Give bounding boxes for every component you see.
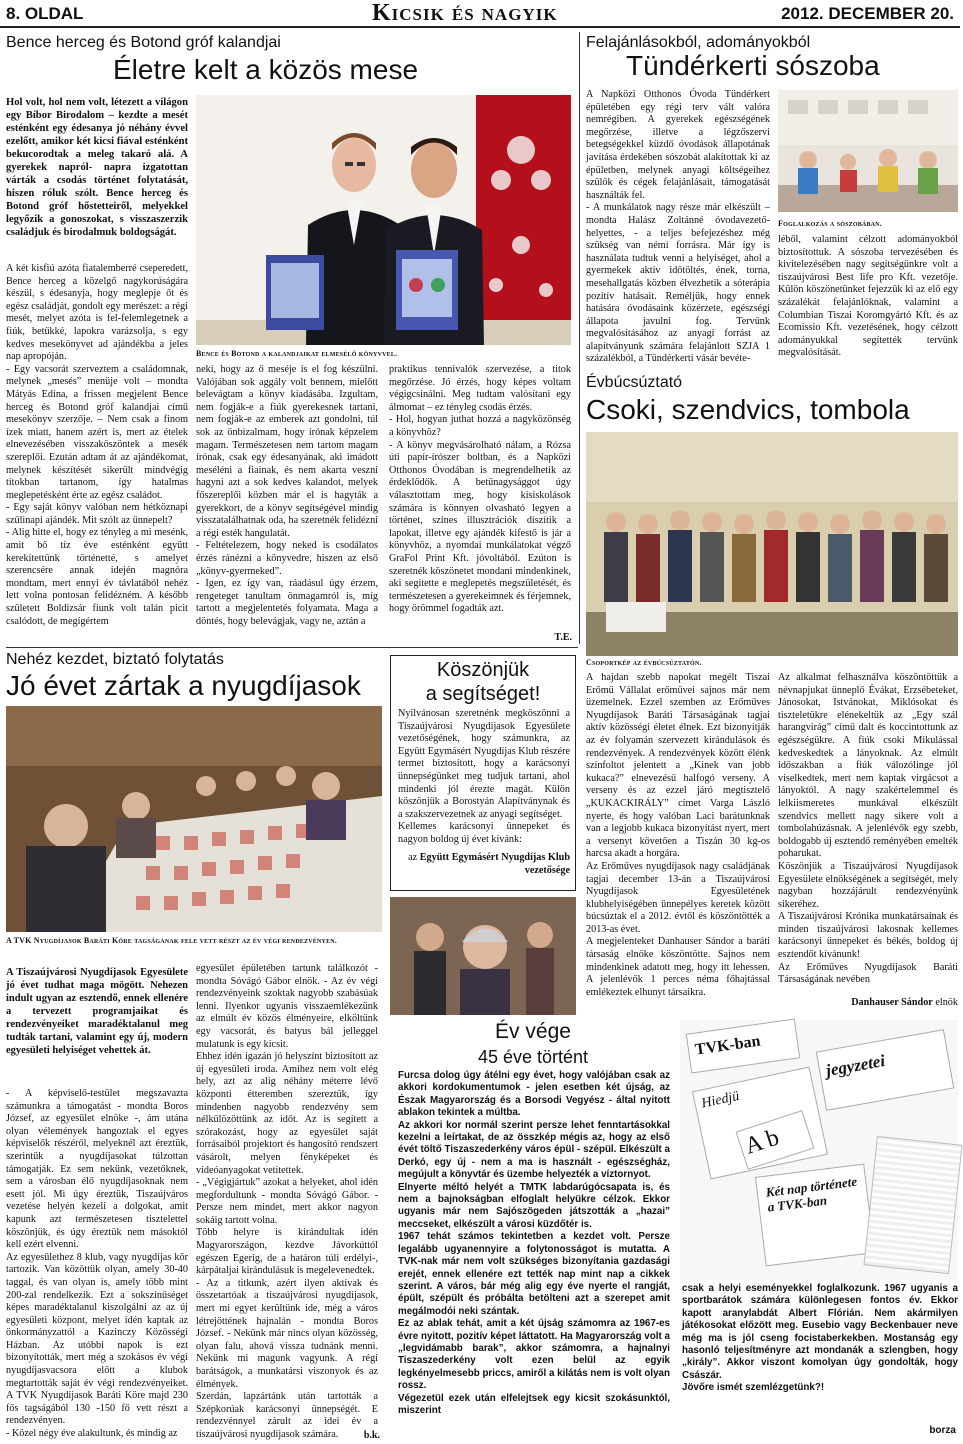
article6-column-2: csak a helyi eseményekkel foglalkozunk. 1967 ugyanis a sportbarátok számára különlegesen fontos év. Ekkor kapott aranylabdát Albert Flórián. Nem akármilyen játékosokat előzött meg. Eusebio vagy Beckenbauer neve még ma is jól cseng focistaberkekben. Mostanság egy hasonló teljesítményre azt mondanák a szlengben, hogy „király”. Akkor viszont komolyan úgy gondolták, hogy Császár. Jövőre ismét szemlézgetünk?! [682, 1283, 958, 1394]
masthead [0, 0, 960, 28]
article1-kicker: Bence herceg és Botond gróf kalandjai [6, 34, 281, 51]
article1-signature: T.E. [554, 632, 572, 643]
article4-photo-caption: A TVK Nyugdíjasok Baráti Köre tagságának fele vett részt az év végi rendezvényen. [6, 936, 337, 945]
issue-date: 2012. DECEMBER 20. [781, 4, 954, 23]
thanks-box [390, 655, 576, 891]
article5-signature [398, 852, 570, 877]
article2-col1-text: A Napközi Otthonos Óvoda Tündérkert épületében egy régi terv vált valóra nemrégiben. A gyerekek egészségének megőrzése, illetve a légzőszervi betegségekkel küzdő óvodások állapotának javítása érdekében sószobát alakítottak ki az épületben, melynek anyagi költségeihez szülők és cégek felajánlásait, támogatását használták fel. - A munkálatok nagy része már elkészült – mondta Halász Zoltánné óvodavezető-helyettes, - a teljes befejezéshez még szükség van némi forrásra. Már így is használata tudtuk venni a helyiséget, ahol a gyermekek aktív időtöltés, ének, torna, mesehallgatás közben élvezhetik a sóterápia pozitív hatásait. Reméljük, hogy ennek hatására óvodásaink közérzete, egészségi állapota javulni fog. Tervünk megvalósításához az anyagi forrást az alapítványunk számára felajánlott SZJA 1 százalékból, a Tündérkerti vásár bevéte- [586, 89, 770, 365]
article3-photo-caption: Csoportkép az évbúcsúztatón. [586, 658, 702, 667]
article1-column-1 [6, 263, 188, 648]
elderly-woman-photo [390, 897, 576, 1015]
article2-title: Tündérkerti sószoba [626, 50, 880, 81]
article5-signature-name: Együtt Egymásért Nyugdíjas Klub vezetősége [419, 852, 570, 876]
article3-kicker: Évbúcsúztató [586, 374, 683, 391]
article3-col2-text: Az alkalmat felhasználva köszöntöttük a névnapjukat ünneplő Évákat, Erzsébeteket, Jánosokat, Istvánokat, Miklósokat és tiszteletükre elénekeltük az „Egy szál harangvirág” című dalt és koccintottunk az egészségükre. A fiúk csoki Mikulással kedveskedtek a lányoknak. Az elmúlt időszakban a fiúk válozólinge jól viselkedtek, mert nem kaptak virgácsot a lányoktól. A nagy szakértelemmel és lelkiismeretes munkával elkészült szendvics mellett nagy sikere volt a tombolahúzásnak. A jelenlévők egy szebb, boldogabb új esztendő reményében emelték poharukat. Köszönjük a Tiszaújvárosi Nyugdíjasok Egyesülete elnökségének a segítségét, mely nagyban hozzájárult rendezvényünk sikeréhez. A Tiszaújvárosi Krónika munkatársainak és minden tiszaújvárosi lakosnak kellemes karácsonyi ünnepeket és békés, boldog új esztendőt kívánunk! Az Erőműves Nyugdíjasok Baráti Társaságának nevében [778, 672, 958, 986]
article4-col2-text: egyesület épületében tartunk találkozót - mondta Sóvágó Gábor elnök. - Az év végi rendezvényeink szoktak nagyobb szabásúak lenni. Ilyenkor ugyanis visszaemlékezünk az elmúlt év közös élményeire, elköltünk egy vacsorát, és batyus bál jelleggel mulatunk is egy kicsit. Ehhez idén igazán jó helyszínt biztosított az új egyesületi iroda. Amihez nem volt elég hely, azt az alig néhány méterre lévő központi étteremben szereztük, így mindenben nagyobb rendezvény sem nélkülözöttünk az időt. Az is segített a szórakozást, hogy az egyesület saját forrásaiból projektort és hangosító rendszert vásárolt, melyen fényképeket és videóanyagokat vetítettek. - „Végigjártuk” azokat a helyeket, ahol idén megfordultunk - mondta Sóvágó Gábor. - Persze nem mindet, mert akkor nagyon sokáig tartott volna. Több helyre is kirándultak idén Magyarországon, kezdve Jávorkúttól egészen Egerig, de a határon túli erdélyi-, kárpátaljai kirándulásuk is megelevenedtek. - Az a titkunk, azért ilyen aktívak és összetartóak a tiszaújvárosi nyugdíjasok, mert mi egyet kerültünk ide, még a város létrejöttének hajnalán - mondta Boros József. - Nekünk már nincs olyan közösség, olyan falu, ahová vissza tudnánk menni. Nekünk mi magunk vagyunk. A régi barátságok, a munkatársi viszonyok és az élmények. Szerdán, lapzártánk után tartották a Szépkorúak karácsonyi ünnepségét. E rendezvénnyel zárult az idei év a tiszaújvárosi nyugdíjasok számára. [196, 963, 378, 1440]
group-photo [586, 432, 958, 656]
article1-title: Életre kelt a közös mese [113, 54, 419, 85]
clip-1 [686, 1019, 800, 1074]
article4-column-1 [6, 1088, 188, 1440]
article1-lead: Hol volt, hol nem volt, létezett a világon egy Bíbor Birodalom – kezdte a mesét esténként egy édesanya jó néhány évvel ezelőtt, amikor két kicsi fiával esténként bekucorodtak a meleg takaró alá. A gyerekek napról- napra izgatottan várták a csodás történet folytatását, hiszen róluk szólt. Bence herceg és Botond gróf hőstetteiről, melyekkel legyőzik a gonoszokat, s visszaszerzik családjuk és birodalmuk boldogságát. [6, 97, 188, 238]
article6-body: Furcsa dolog úgy átélni egy évet, hogy valójában csak az akkori kordokumentumok - jelen esetben két újság, az Észak Magyarország és a Borsodi Vegyész - által nyitott ablakon tekintek a múltba. Az akkori kor normál szerint persze lehet fenntartásokkal kezelni a leírtakat, de az összkép mégis az, hogy az első évét töltő Tiszaszederkény város épül - szépül. Elkészült a Derkó, egy új - nem a ma is használt - egészségház, megújult a könyvtár és üzembe helyezték a víztornyot. Elnyerte méltó helyét a TMTK labdarúgócsapata is, és nem a bajnokságban elfoglalt helyükre célzok. Ekkor ugyanis már nem Sajószögeden játszották a „hazai” meccseket, elkészült a városi küzdőtér is. 1967 tehát számos tekintetben a kezdet volt. Persze legalább ugyanennyire a folytonosságot is mutatta. A TVK-nak már nem volt szükséges bizonyítania gazdasági erejét, ennek ellenére ezt tették nap mint nap a cikkek szerint. A város, bár még alig egy éve nyerte el rangját, épült, szépült és próbálta betölteni azt a szerepet amit megálmodói neki szántak. Ez az ablak tehát, amit a két újság számomra az 1967-es évre nyitott, pozitív képet láttatott. Ha Magyarország volt a „legvidámabb barak”, akkor számomra, a hajnalnyi Tiszaszederkény volt ezen belül az egyik legkényelmesebb priccs, amiről a kilátás nem is volt olyan rossz. Végezetül ezek után elfelejtsek egy kicsit szokásunktól, miszerint [398, 1070, 670, 1416]
article6-title: Év vége [495, 1020, 571, 1043]
page-number: 8. OLDAL [6, 4, 84, 23]
article3-signature-name: Danhauser Sándor [851, 997, 933, 1008]
article3-column-1 [586, 672, 770, 1010]
article2-kicker: Felajánlásokból, adományokból [586, 34, 811, 51]
clip-6 [863, 1136, 962, 1274]
article1-column-3 [389, 364, 571, 636]
article3-signature-role: elnök [935, 997, 958, 1008]
article1-column-2 [196, 364, 378, 646]
article3-signature [778, 997, 958, 1008]
article5-body-text: Nyilvánosan szeretnénk megköszönni a Tiszaújvárosi Nyugdíjasok Egyesülete vezetőségének, hogy számunkra, az Együtt Egymásért Nyugdíjas Klub részére termet biztosított, hogy a karácsonyi ünnepségünket meg tudjuk tartani, ahol mindenki jól érezte magát. Külön köszönjük a Borostyán Alapítványnak és a szakszervezetnek az anyagi segítséget. Kellemes karácsonyi ünnepeket és nagyon boldog új évet kívánk: [398, 708, 571, 845]
clip-4 [755, 1164, 875, 1267]
column-divider [579, 32, 580, 644]
clip-1-text: TVK-ban [693, 1032, 762, 1059]
section-title: Kicsik és nagyik [372, 0, 558, 26]
article6-subtitle: 45 éve történt [477, 1047, 589, 1067]
article4-kicker: Nehéz kezdet, biztató folytatás [6, 651, 224, 668]
article3-col1-text: A hajdan szebb napokat megélt Tiszai Erőmű Vállalat erőművei sajnos már nem üzemelnek. Ezzel szemben az Erőműves Nyugdíjasok Baráti Társaságának tagjai aktív közösségi életet élnek. Ezt bizonyítják az év folyamán szervezett kirándulások és rendezvények. A rendezvények között élénk színfoltot jelentett a „Kinek van jobb kukaca?” elnevezésű halfogó verseny. A verseny és az ezzel járó megtisztelő „KUKACKIRÁLY” címet Varga László nyerte, és hogy valóban Laci barátunknak van a legjobb kukaca bizonyítást nyert, mert a versenyt követően a Tiszán 30 kg-os harcsa akadt a horgára. Az Erőműves nyugdíjasok nagy családjának tagjai december 13-án a Tiszaújvárosi Nyugdíjasok Egyesületének klubhelyiségében ünnepélyes keretek között búcsúztak el a 2012. évtől és köszöntötték a 2013-as évet. A megjelenteket Danhauser Sándor a baráti társaság elnöke köszöntötte. Sajnos nem mindenkinek adatott meg, hogy itt lehessen. A jelenlévők 1 perces néma főhajtással emlékeztek elhunyt társaikra. [586, 672, 770, 998]
salt-room-photo [778, 90, 958, 212]
clip-2-text: Hiedjü [700, 1088, 741, 1112]
article4-title: Jó évet zártak a nyugdíjasok [6, 670, 361, 701]
newspaper-clippings-collage [680, 1020, 958, 1280]
article1-col1-text: A két kisfiú azóta fiatalemberré cseperedett, Bence herceg a közelgő nagykorúságára készül, s édesanyja, hogy meglepje őt és egész családját, gondolt egy merészet: a régi mesét, melyet azóta is fel-felemlegetnek a fiúk, betűkké, lapokra varázsolja, s egy kedves mesekönyvet ad ajándékba a jeles nap apropóján. - Egy vacsorát szerveztem a családomnak, melynek „mesés” menüje volt – mondta Mátyás Edina, a frissen megjelent Bence herceg és Botond gróf kalandjai című mesekönyv szerzője. – Nem csak a finom ízek miatt, hanem azért is, mert az ételek elnevezésében visszaköszöntek a mesék szereplői. Ezután adtam át az ajándékomat, melynek készítését sikerült mindvégig titokban tartanom, így hatalmas meglepetésként érte az egész családot. - Egy saját könyv valóban nem hétköznapi szülinapi ajándék. Mit szólt az ünnepelt? - Alig hitte el, hogy ez tényleg a mi mesénk, amit bő tíz éve esténként együtt kerekítettünk történetté, s amelyet szerencsére annak idején magnóra mondtam, mert ennyi év távlatából nehéz lett volna pontosan felidézném. A később született Boldizsár fiunk volt talán picit csalódott, de megígértem [6, 263, 188, 627]
article2-column-1 [586, 89, 770, 374]
article1-col2-text: neki, hogy az ő meséje is el fog készülni. Valójában sok aggály volt bennem, mielőtt belevágtam a könyv kiadásába. Izgultam, nem fogják-e a fiúk gyerekesnek tartani, nem fogják-e az emberek azt gondolni, túl sok az önbizalmam, hogy írónak képzelem magam. Természetesen nem tartom magam írónak, csak egy édesanyának, aki imádott meséléni a fiainak, és nem akarta veszni hagyni azt a sok kedves kalandot, melyek főszereplői közben már el is hagyták a gyerekkort, de a könyv segítségével mindig visszatalálhatnak oda, ha szeretnék felidézni a régi esték hangulatát. - Feltételezem, hogy neked is csodálatos érzés ránézni a könyvedre, hiszen az első „könyv-gyermeked”. - Igen, ez így van, ráadásul úgy érzem, rengeteget tanultam önmagamról is, míg tartott a megjelentetés folyamata. Maga a döntés, hogy belevágjak, vagy ne, aztán a [196, 364, 378, 627]
clip-4-text: Két nap története a TVK-ban [764, 1173, 858, 1215]
boys-book-photo [196, 95, 571, 345]
clip-3-text: jegyzetei [824, 1051, 887, 1081]
article5-body [398, 708, 570, 848]
article3-title: Csoki, szendvics, tombola [586, 394, 910, 425]
article4-signature: b.k. [363, 1430, 380, 1441]
article2-col2-text: léből, valamint célzott adományokból biztosítottuk. A sószoba tervezésében és kivitelezésében nagy segítségünkre volt a tiszaújvárosi Best life pro Kft. vezetője. Külön köszönetünket fejezzük ki az elő egy százalékát felajánlóknak, valamint a Columbian Tiszai Koromgyártó Kft. és az Ecomissio Kft. vezetésének, hogy célzott adományukkal segítették tervünk megvalósítását. [778, 234, 958, 359]
pensioners-dinner-photo [6, 706, 382, 932]
clip-5-text: A b [741, 1124, 783, 1160]
article2-photo-caption: Foglalkozás a sószobában. [778, 219, 882, 228]
clip-3 [816, 1029, 954, 1111]
article4-col1-text: - A képviselő-testület megszavazta számunkra a támogatást - mondta Boros József, az egyesület elnöke -, ám utána olyan vélemények hangoztak el egyes képviselők részéről, melyeknél azt éreztük, szerintük a nyugdíjasokat túlzottan támogatják. Ez sem nekünk, vezetőknek, sem a városban élő nyugdíjasoknak nem esett jól. Mi úgy éreztük, Tiszaújváros vezetése helyén kezeli a dolgokat, amit kapunk azt természetesen tisztelettel köszönjük, és úgy éreztük nem másoktól kell ezért elvenni. Az egyesülethez 8 klub, vagy nyugdíjas kör tartozik. Van közöttük olyan, amely 30-40 taggal, és van olyan is, amely több mint 200-zal rendelkezik. Ezt a sokszínűséget képes maradéktalanul kiszolgálni az az új egyesületi központ, melyet idén kaptak az önkormányzattól a Kazinczy Közösségi Házban. Az utóbbi napok is ezt bizonyították, mert még a szokásos év végi nyugdíjasvacsora előtt a klubok megtartották saját év végi rendezvényeiket. A TVK Nyugdíjasok Baráti Köre majd 230 fős tagságából 130 -150 fő vett részt a rendezvényen. - Közel négy éve alakultunk, és mindig az [6, 1088, 188, 1440]
article2-column-2 [778, 234, 958, 374]
article6-signature: borza [929, 1425, 956, 1436]
article1-col3-text: praktikus tennivalók szervezése, a titok megőrzése. Jó érzés, hogy képes voltam végigcsinálni. Meg tudtam valósítani egy álmomat – ez tényleg csodás érzés. - Hol, hogyan juthat hozzá a nagyközönség a könyvhöz? - A könyv megvásárolható nálam, a Rózsa úti papír-írószer boltban, és a Napközi Otthonos Óvodában is megrendelhetik az érdeklődők. A betűnagysággot úgy választottam meg, hogy kisiskolások számára is könnyen olvasható legyen a történet, színes illusztrációk díszítik a lapokat, illetve egy ajándék kifestő is jár a könyvhöz, a nyomdai munkálatokat végző GraFol Print Kft. jóvoltából. Ezúton is szeretnék köszönetet mondani mindenkinek, aki segítette e meglepetés megszületését, és természetesen a gyerekeimnek és férjemnek, hogy örömmel fogadták azt. [389, 364, 571, 615]
article5-title: Köszönjük a segítséget! [425, 659, 541, 705]
article3-column-2 [778, 672, 958, 997]
article4-lead: A Tiszaújvárosi Nyugdíjasok Egyesülete jó évet tudhat maga mögött. Nehezen indult ugyan az esztendő, ennek ellenére a tervezett programjaikat és rendezvényeiket maradéktalanul meg tudták tartani, valamint egy új, modern egyesületi helyiséget vehettek át. [6, 967, 188, 1056]
article5-signature-prefix: az [408, 852, 418, 863]
article1-photo-caption: Bence és Botond a kalandjaikat elmesélő könyvvel. [196, 349, 398, 358]
section-divider [6, 647, 578, 648]
